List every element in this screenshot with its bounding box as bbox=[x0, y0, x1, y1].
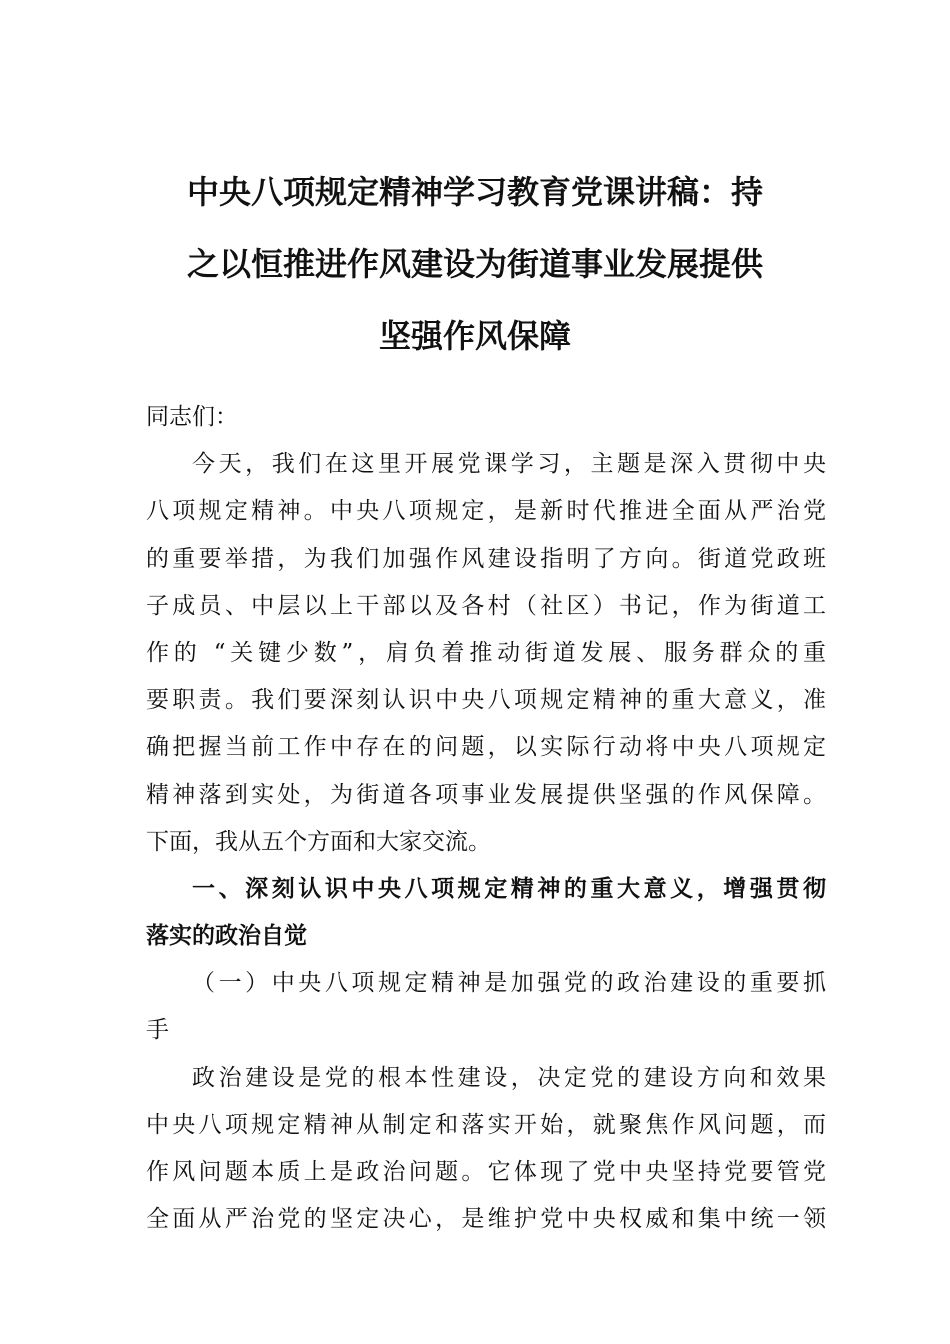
heading-line: 落实的政治自觉 bbox=[146, 923, 307, 950]
title-line: 中央八项规定精神学习教育党课讲稿：持 bbox=[186, 173, 763, 211]
paragraph-line: 中央八项规定精神从制定和落实开始，就聚焦作风问题，而 bbox=[146, 1111, 826, 1138]
paragraph-line: 的重要举措，为我们加强作风建设指明了方向。街道党政班 bbox=[146, 545, 826, 572]
heading-line: 一、深刻认识中央八项规定精神的重大意义，增强贯彻 bbox=[192, 875, 826, 902]
paragraph-line: 今天，我们在这里开展党课学习，主题是深入贯彻中央 bbox=[192, 451, 826, 478]
title-line: 之以恒推进作风建设为街道事业发展提供 bbox=[186, 245, 763, 283]
paragraph-line: 要职责。我们要深刻认识中央八项规定精神的重大意义，准 bbox=[146, 687, 826, 714]
paragraph-line: 作风问题本质上是政治问题。它体现了党中央坚持党要管党 bbox=[146, 1159, 826, 1185]
paragraph-line: 精神落到实处，为街道各项事业发展提供坚强的作风保障。 bbox=[146, 781, 826, 808]
paragraph-line: 子成员、中层以上干部以及各村（社区）书记，作为街道工 bbox=[146, 592, 826, 619]
document-body bbox=[146, 394, 826, 1243]
heading-line: （一）中央八项规定精神是加强党的政治建设的重要抓 bbox=[192, 970, 826, 997]
paragraph-line: 政治建设是党的根本性建设，决定党的建设方向和效果 bbox=[192, 1064, 826, 1091]
salutation-line: 同志们： bbox=[146, 404, 238, 430]
paragraph-line: 下面，我从五个方面和大家交流。 bbox=[146, 828, 491, 855]
intro-paragraph bbox=[146, 441, 826, 866]
paragraph-line: 作的 “关键少数”，肩负着推动街道发展、服务群众的重 bbox=[146, 639, 826, 666]
body-paragraph-2 bbox=[146, 1055, 826, 1244]
paragraph-line: 全面从严治党的坚定决心，是维护党中央权威和集中统一领 bbox=[146, 1206, 826, 1233]
section-heading-1 bbox=[146, 866, 826, 960]
subsection-heading-1-1 bbox=[146, 960, 826, 1054]
paragraph-line: 八项规定精神。中央八项规定，是新时代推进全面从严治党 bbox=[146, 498, 826, 525]
paragraph-line: 确把握当前工作中存在的问题，以实际行动将中央八项规定 bbox=[146, 734, 826, 761]
salutation bbox=[146, 394, 826, 441]
title-line: 坚强作风保障 bbox=[378, 317, 571, 355]
document-title bbox=[140, 156, 810, 372]
heading-line: 手 bbox=[146, 1017, 169, 1044]
